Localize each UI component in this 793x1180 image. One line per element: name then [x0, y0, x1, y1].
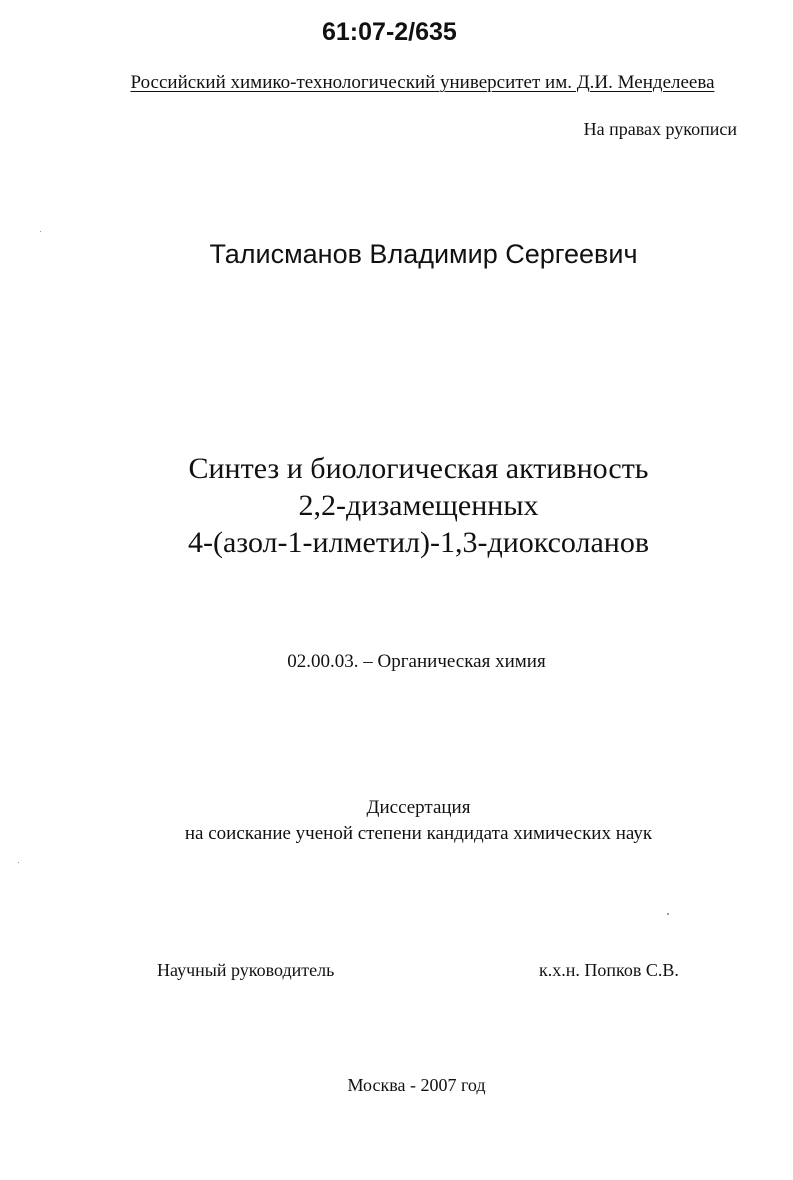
archive-stamp-number: 61:07-2/635: [322, 18, 457, 46]
dissertation-label: Диссертация: [366, 797, 471, 818]
degree-statement: на соискание ученой степени кандидата химических наук: [184, 823, 653, 844]
specialty-block: [0, 651, 793, 673]
city-year-block: [0, 1075, 793, 1096]
title-line: Синтез и биологическая активность: [188, 452, 649, 485]
supervisor-name: к.х.н. Попков С.В.: [539, 960, 679, 980]
supervisor-label: Научный руководитель: [157, 960, 335, 980]
scan-speck: [40, 231, 41, 232]
dissertation-title: [0, 450, 793, 561]
scan-speck: [18, 862, 19, 863]
university-header: [0, 72, 793, 94]
city-year: Москва - 2007 год: [347, 1075, 486, 1095]
title-line: 2,2-дизамещенных: [298, 489, 539, 522]
specialty-code: 02.00.03. – Органическая химия: [287, 651, 546, 672]
university-name: Российский химико-технологический университет им. Д.И. Менделеева: [130, 72, 715, 93]
manuscript-rights-note: На правах рукописи: [583, 119, 737, 139]
author-block: [0, 239, 793, 270]
title-line: 4-(азол-1-илметил)-1,3-диоксоланов: [187, 526, 650, 559]
scan-speck: [667, 913, 669, 915]
dissertation-degree-block: [0, 795, 793, 847]
author-name: Талисманов Владимир Сергеевич: [209, 239, 638, 269]
